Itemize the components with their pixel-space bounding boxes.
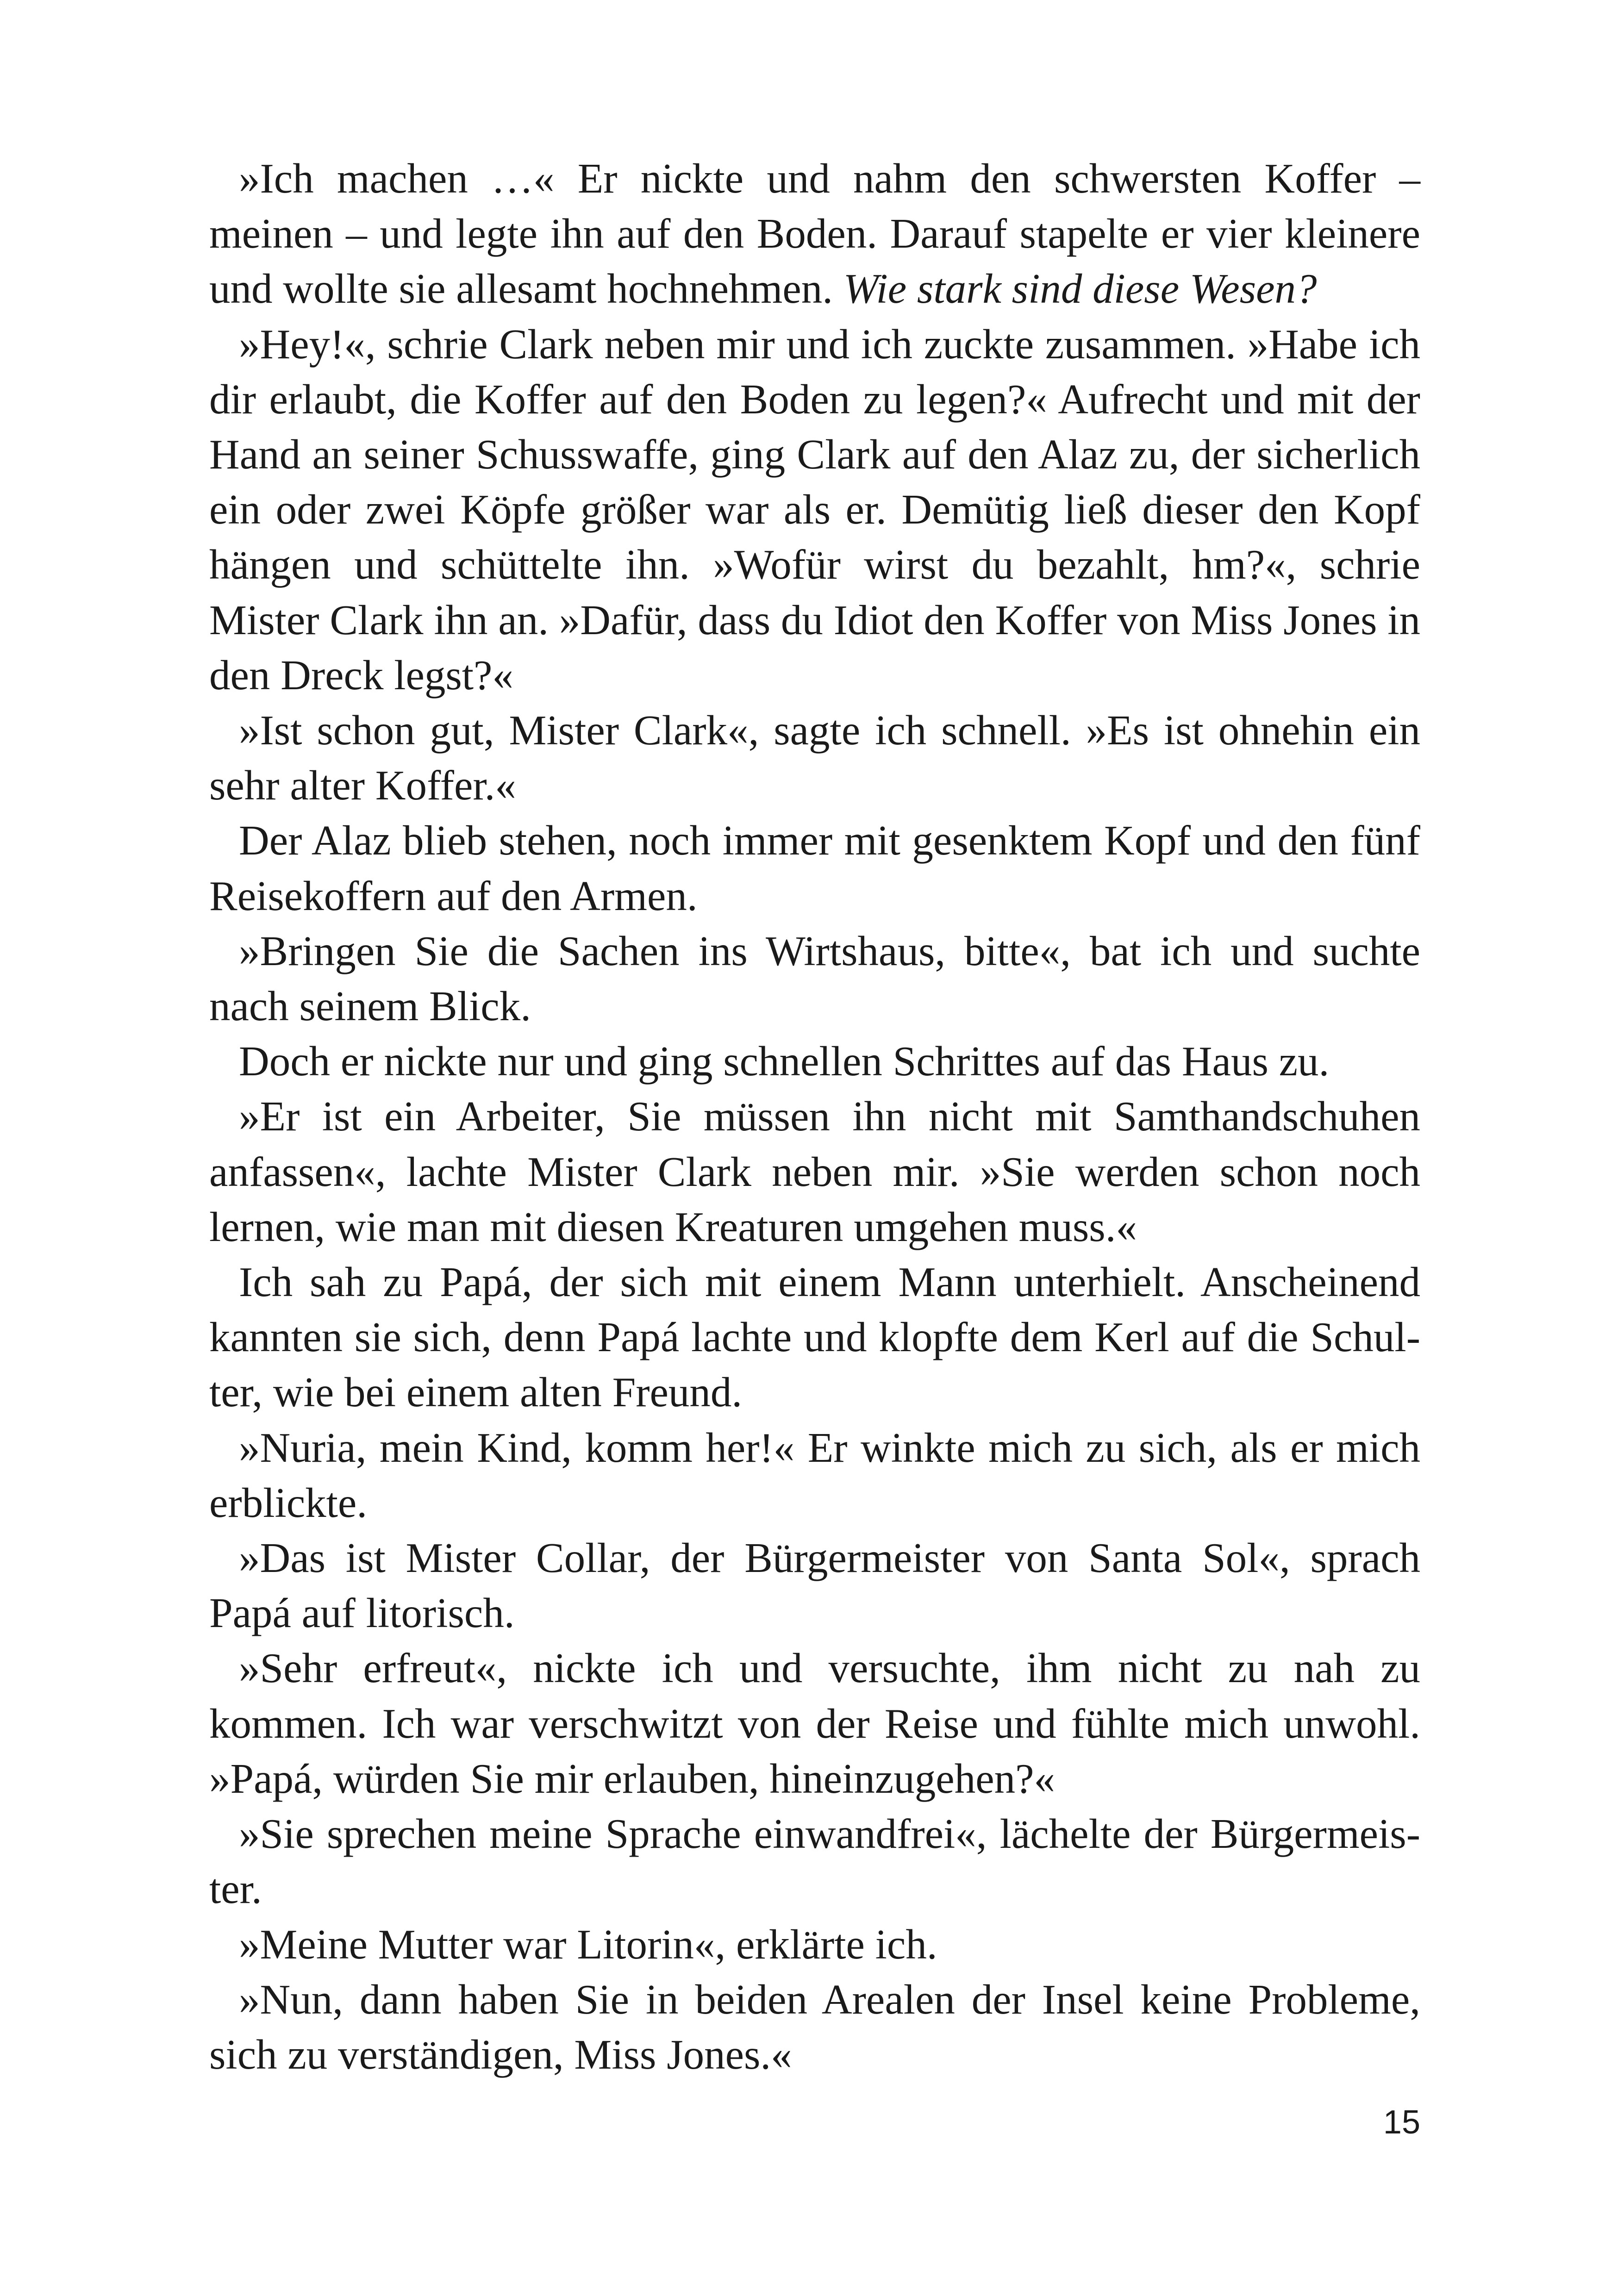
- paragraph: »Ist schon gut, Mister Clark«, sagte ich schnell. »Es ist ohnehin ein sehr alter Koffer.«: [209, 707, 1420, 809]
- page-number: 15: [1383, 2104, 1420, 2141]
- paragraph: »Hey!«, schrie Clark neben mir und ich zuckte zusammen. »Habe ich dir erlaubt, die Koffer auf den Boden zu legen?« Aufrecht und mit der Hand an seiner Schusswaffe, ging Clark auf den Alaz zu, der sicherlich ein oder zwei Köpfe größer war als er. Demütig ließ dieser den Kopf hängen und schüttelte ihn. »Wofür wirst du bezahlt, hm?«, schrie Mister Clark ihn an. »Dafür, dass du Idiot den Koffer von Miss Jones in den Dreck legst?«: [209, 320, 1420, 698]
- paragraph: »Meine Mutter war Litorin«, erklärte ich.: [239, 1921, 937, 1968]
- paragraph: [209, 151, 1420, 317]
- paragraph-text: »Ich machen …« Er nickte und nahm den schwersten Koffer – meinen – und legte ihn auf den Boden. Darauf stapelte er vier kleinere und wollte sie allesamt hochnehmen.: [209, 155, 1420, 312]
- italic-thought: Wie stark sind diese Wesen?: [843, 265, 1317, 312]
- paragraph: »Sie sprechen meine Sprache einwandfrei«, lächelte der Bürgermeister.: [209, 1810, 1420, 1913]
- paragraph: Ich sah zu Papá, der sich mit einem Mann unterhielt. Anscheinend kannten sie sich, denn Papá lachte und klopfte dem Kerl auf die Schulter, wie bei einem alten Freund.: [209, 1259, 1420, 1416]
- paragraph: »Er ist ein Arbeiter, Sie müssen ihn nicht mit Samthandschuhen anfassen«, lachte Mister Clark neben mir. »Sie werden schon noch lernen, wie man mit diesen Kreaturen umgehen muss.«: [209, 1093, 1420, 1250]
- paragraph: »Bringen Sie die Sachen ins Wirtshaus, bitte«, bat ich und suchte nach seinem Blick.: [209, 927, 1420, 1030]
- body-text: [209, 151, 1420, 2082]
- paragraph: »Sehr erfreut«, nickte ich und versuchte, ihm nicht zu nah zu kommen. Ich war verschwitzt von der Reise und fühlte mich unwohl. »Papá, würden Sie mir erlauben, hineinzugehen?«: [209, 1645, 1420, 1802]
- paragraph: »Nuria, mein Kind, komm her!« Er winkte mich zu sich, als er mich erblickte.: [209, 1424, 1420, 1526]
- paragraph: Doch er nickte nur und ging schnellen Schrittes auf das Haus zu.: [239, 1038, 1330, 1085]
- paragraph: »Das ist Mister Collar, der Bürgermeister von Santa Sol«, sprach Papá auf litorisch.: [209, 1534, 1420, 1637]
- paragraph: Der Alaz blieb stehen, noch immer mit gesenktem Kopf und den fünf Reisekoffern auf den Armen.: [209, 817, 1420, 919]
- paragraph: »Nun, dann haben Sie in beiden Arealen der Insel keine Probleme, sich zu verständigen, Miss Jones.«: [209, 1976, 1420, 2078]
